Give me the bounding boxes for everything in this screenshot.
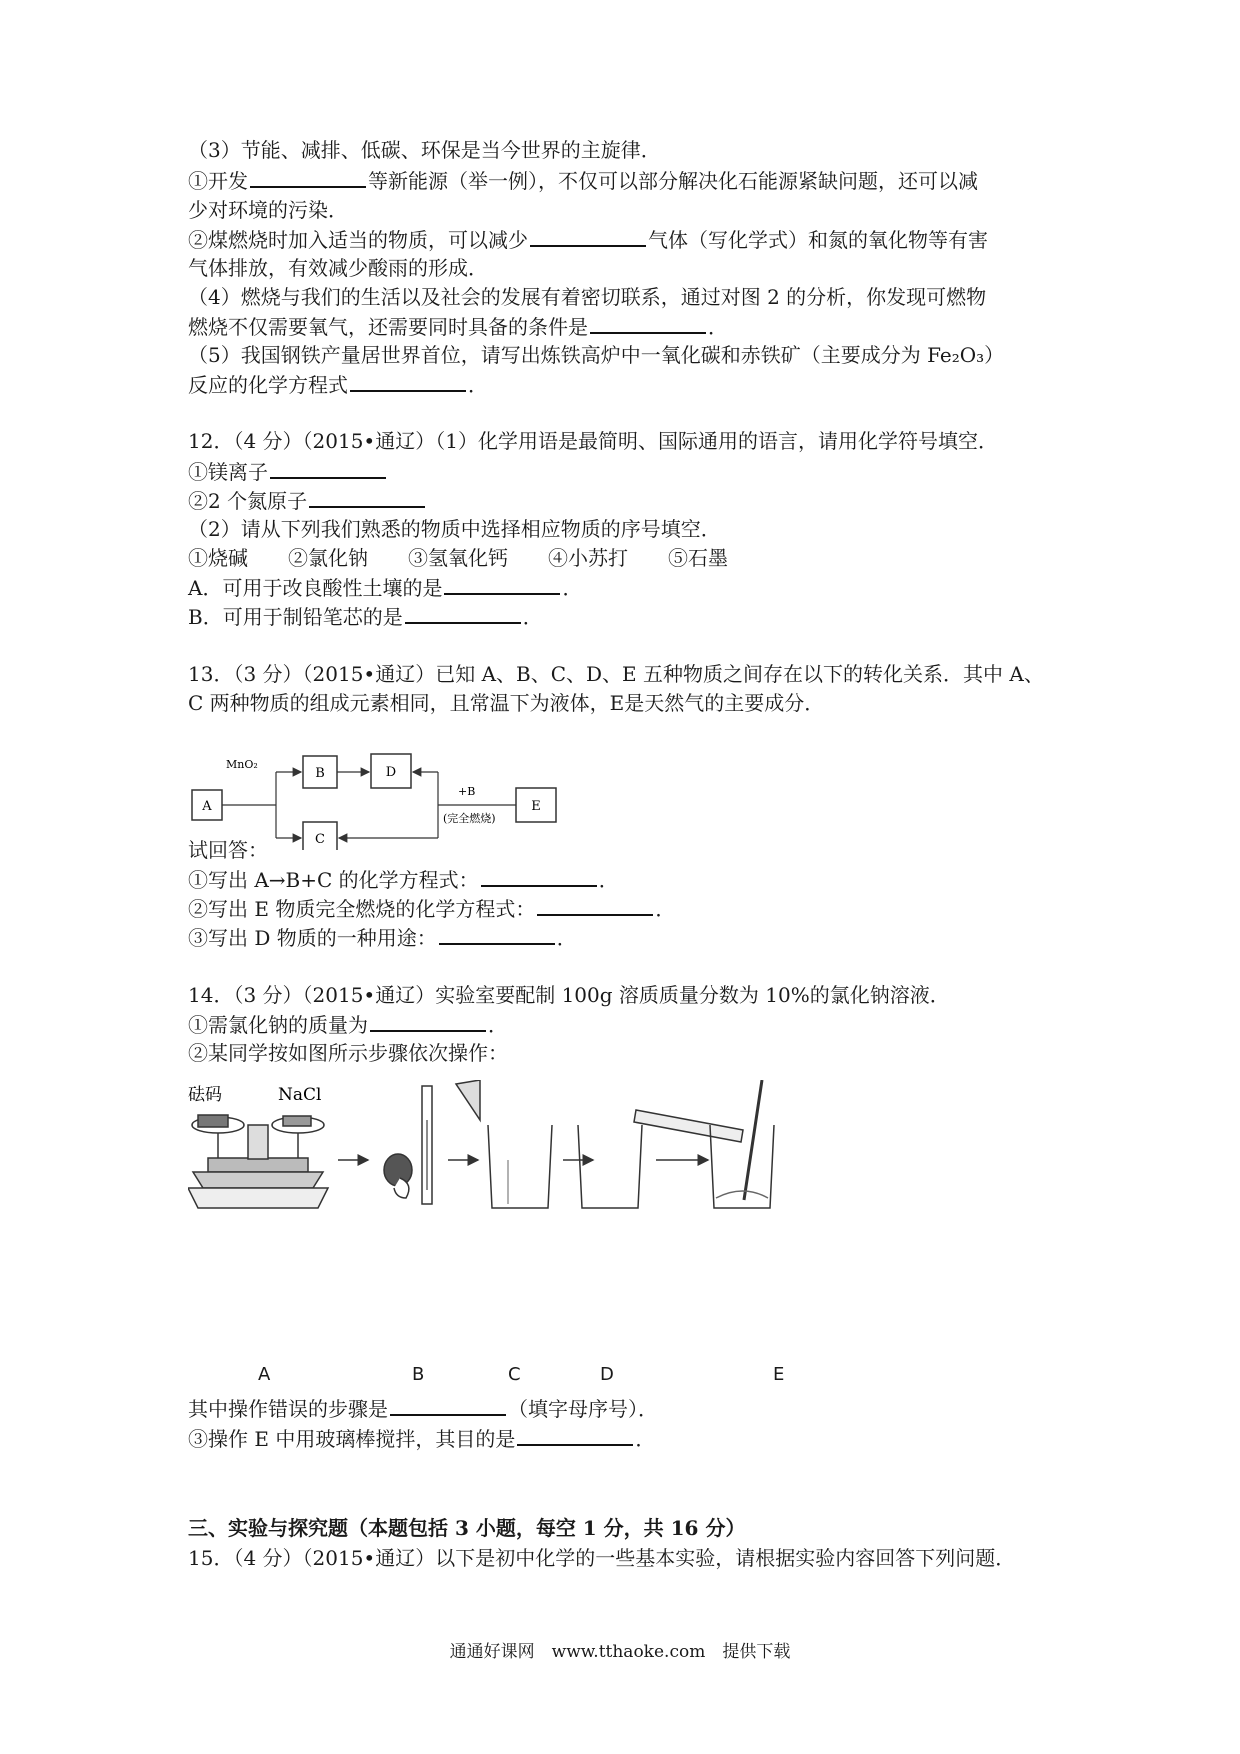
label-b: B xyxy=(315,766,325,781)
beaker-d-illustration xyxy=(578,1110,743,1208)
q11-part3-item2-cont: 气体排放，有效减少酸雨的形成． xyxy=(188,256,488,280)
q14-item3: ③操作 E 中用玻璃棒搅拌，其目的是 ． xyxy=(188,1424,655,1453)
q12-sub-b: B．可用于制铅笔芯的是 ． xyxy=(188,602,543,631)
answer-blank[interactable] xyxy=(309,486,425,508)
step-label-b: B xyxy=(412,1364,425,1385)
q14-wrong-step: 其中操作错误的步骤是 （填字母序号）． xyxy=(188,1394,658,1423)
q12-options: ①烧碱 ②氯化钠 ③氢氧化钙 ④小苏打 ⑤石墨 xyxy=(188,546,728,570)
q11-part3-text: （3）节能、减排、低碳、环保是当今世界的主旋律． xyxy=(188,138,661,162)
q13-item1: ①写出 A→B+C 的化学方程式： ． xyxy=(188,865,619,894)
answer-blank[interactable] xyxy=(405,602,521,624)
operation-steps-figure xyxy=(188,1080,828,1360)
conversion-diagram xyxy=(188,750,568,850)
answer-blank[interactable] xyxy=(444,573,560,595)
answer-blank[interactable] xyxy=(270,457,386,479)
q12-part2-text: （2）请从下列我们熟悉的物质中选择相应物质的序号填空． xyxy=(188,517,721,541)
q14-item2: ②某同学按如图所示步骤依次操作： xyxy=(188,1041,508,1065)
condition-label: (完全燃烧) xyxy=(443,812,496,825)
catalyst-label: MnO₂ xyxy=(226,758,258,771)
answer-blank[interactable] xyxy=(250,166,366,188)
answer-blank[interactable] xyxy=(350,370,466,392)
step-label-d: D xyxy=(600,1364,614,1385)
q11-part4-text: （4）燃烧与我们的生活以及社会的发展有着密切联系，通过对图 2 的分析，你发现可燃物 xyxy=(188,285,987,309)
step-label-c: C xyxy=(508,1364,521,1385)
beaker-c-illustration xyxy=(456,1080,552,1208)
q11-part5-cont: 反应的化学方程式 ． xyxy=(188,370,488,399)
step-label-a: A xyxy=(258,1364,271,1385)
q13-item2: ②写出 E 物质完全燃烧的化学方程式： ． xyxy=(188,894,675,923)
page-footer: 通通好课网 www.tthaoke.com 提供下载 xyxy=(449,1642,791,1662)
q13-item3: ③写出 D 物质的一种用途： ． xyxy=(188,923,577,952)
weight-label: 砝码 xyxy=(188,1085,222,1105)
answer-blank[interactable] xyxy=(439,923,555,945)
beaker-e-illustration xyxy=(710,1080,774,1208)
q13-ask: 试回答： xyxy=(188,838,268,862)
q12-item2: ②2 个氮原子 xyxy=(188,486,427,515)
q13-heading: 13．（3 分）（2015•通辽）已知 A、B、C、D、E 五种物质之间存在以下的转化关系．其中 A、 xyxy=(188,662,1044,686)
q11-part3-item1: ①开发 等新能源（举一例），不仅可以部分解决化石能源紧缺问题，还可以减 xyxy=(188,166,978,195)
q14-item1: ①需氯化钠的质量为 ． xyxy=(188,1010,508,1039)
answer-blank[interactable] xyxy=(590,312,706,334)
label-d: D xyxy=(385,765,397,780)
label-c: C xyxy=(315,832,325,847)
q13-heading-cont: C 两种物质的组成元素相同，且常温下为液体，E是天然气的主要成分． xyxy=(188,691,825,715)
reagent-label: +B xyxy=(458,785,476,798)
answer-blank[interactable] xyxy=(517,1424,633,1446)
balance-illustration xyxy=(188,1115,328,1208)
answer-blank[interactable] xyxy=(390,1394,506,1416)
answer-blank[interactable] xyxy=(530,225,646,247)
answer-blank[interactable] xyxy=(537,894,653,916)
section-3-heading: 三、实验与探究题（本题包括 3 小题，每空 1 分，共 16 分） xyxy=(188,1516,746,1540)
q11-part4-cont: 燃烧不仅需要氧气，还需要同时具备的条件是 ． xyxy=(188,312,728,341)
answer-blank[interactable] xyxy=(481,865,597,887)
q14-heading: 14．（3 分）（2015•通辽）实验室要配制 100g 溶质质量分数为 10%的氯化钠溶液． xyxy=(188,983,950,1007)
reading-cylinder-illustration xyxy=(384,1086,432,1204)
label-e: E xyxy=(531,799,541,814)
label-a: A xyxy=(202,799,212,814)
q15-heading: 15．（4 分）（2015•通辽）以下是初中化学的一些基本实验，请根据实验内容回答下列问题． xyxy=(188,1546,1016,1570)
q11-part3-item2: ②煤燃烧时加入适当的物质，可以减少 气体（写化学式）和氮的氧化物等有害 xyxy=(188,225,988,254)
step-label-e: E xyxy=(773,1364,785,1385)
q12-heading: 12．（4 分）（2015•通辽）（1）化学用语是最简明、国际通用的语言，请用化学符号填空． xyxy=(188,429,998,453)
q12-item1: ①镁离子 xyxy=(188,457,388,486)
q11-part3-item1-cont: 少对环境的污染． xyxy=(188,198,348,222)
answer-blank[interactable] xyxy=(370,1010,486,1032)
nacl-label: NaCl xyxy=(278,1085,322,1105)
q11-part5-text: （5）我国钢铁产量居世界首位，请写出炼铁高炉中一氧化碳和赤铁矿（主要成分为 Fe₂O₃） xyxy=(188,343,1005,367)
q12-sub-a: A．可用于改良酸性土壤的是 ． xyxy=(188,573,582,602)
